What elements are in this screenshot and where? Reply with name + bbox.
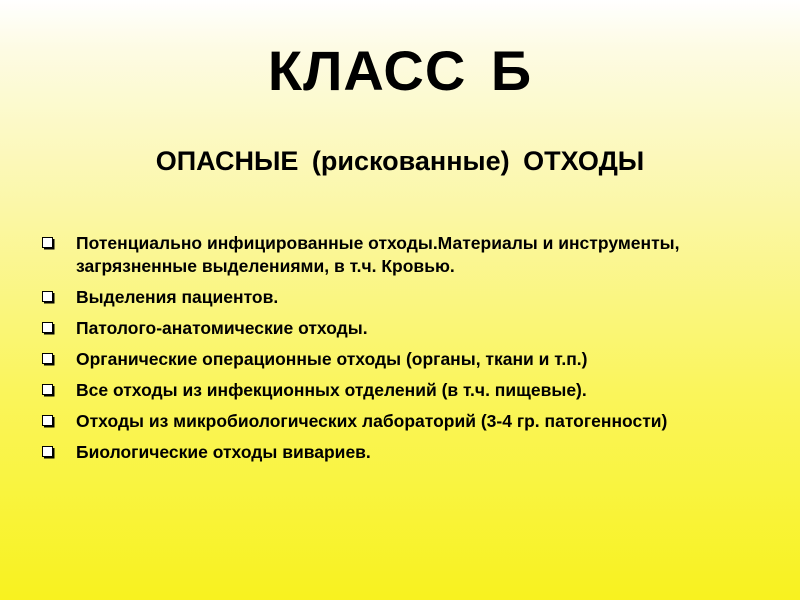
list-item-text: Потенциально инфицированные отходы.Материалы и инструменты, загрязненные выделениями, в т.ч. Кровью. <box>76 233 680 276</box>
list-item <box>40 286 760 309</box>
list-item-text: Выделения пациентов. <box>76 287 279 307</box>
checkbox-icon <box>42 415 55 428</box>
slide-title: КЛАСС Б <box>267 39 533 102</box>
list-item-text: Отходы из микробиологических лабораторий (3-4 гр. патогенности) <box>76 411 668 431</box>
list-item-text: Биологические отходы вивариев. <box>76 442 371 462</box>
checkbox-icon <box>42 237 55 250</box>
list-item <box>40 317 760 340</box>
checkbox-icon <box>42 322 55 335</box>
list-item-text: Все отходы из инфекционных отделений (в т.ч. пищевые). <box>76 380 587 400</box>
list-item <box>40 379 760 402</box>
checkbox-icon <box>42 291 55 304</box>
checkbox-icon <box>42 446 55 459</box>
checkbox-icon <box>42 384 55 397</box>
list-item <box>40 232 760 278</box>
list-item <box>40 410 760 433</box>
slide-subtitle: ОПАСНЫЕ (рискованные) ОТХОДЫ <box>155 146 645 176</box>
bullet-list <box>40 232 760 472</box>
list-item-text: Органические операционные отходы (органы, ткани и т.п.) <box>76 349 588 369</box>
list-item-text: Патолого-анатомические отходы. <box>76 318 368 338</box>
list-item <box>40 441 760 464</box>
list-item <box>40 348 760 371</box>
checkbox-icon <box>42 353 55 366</box>
